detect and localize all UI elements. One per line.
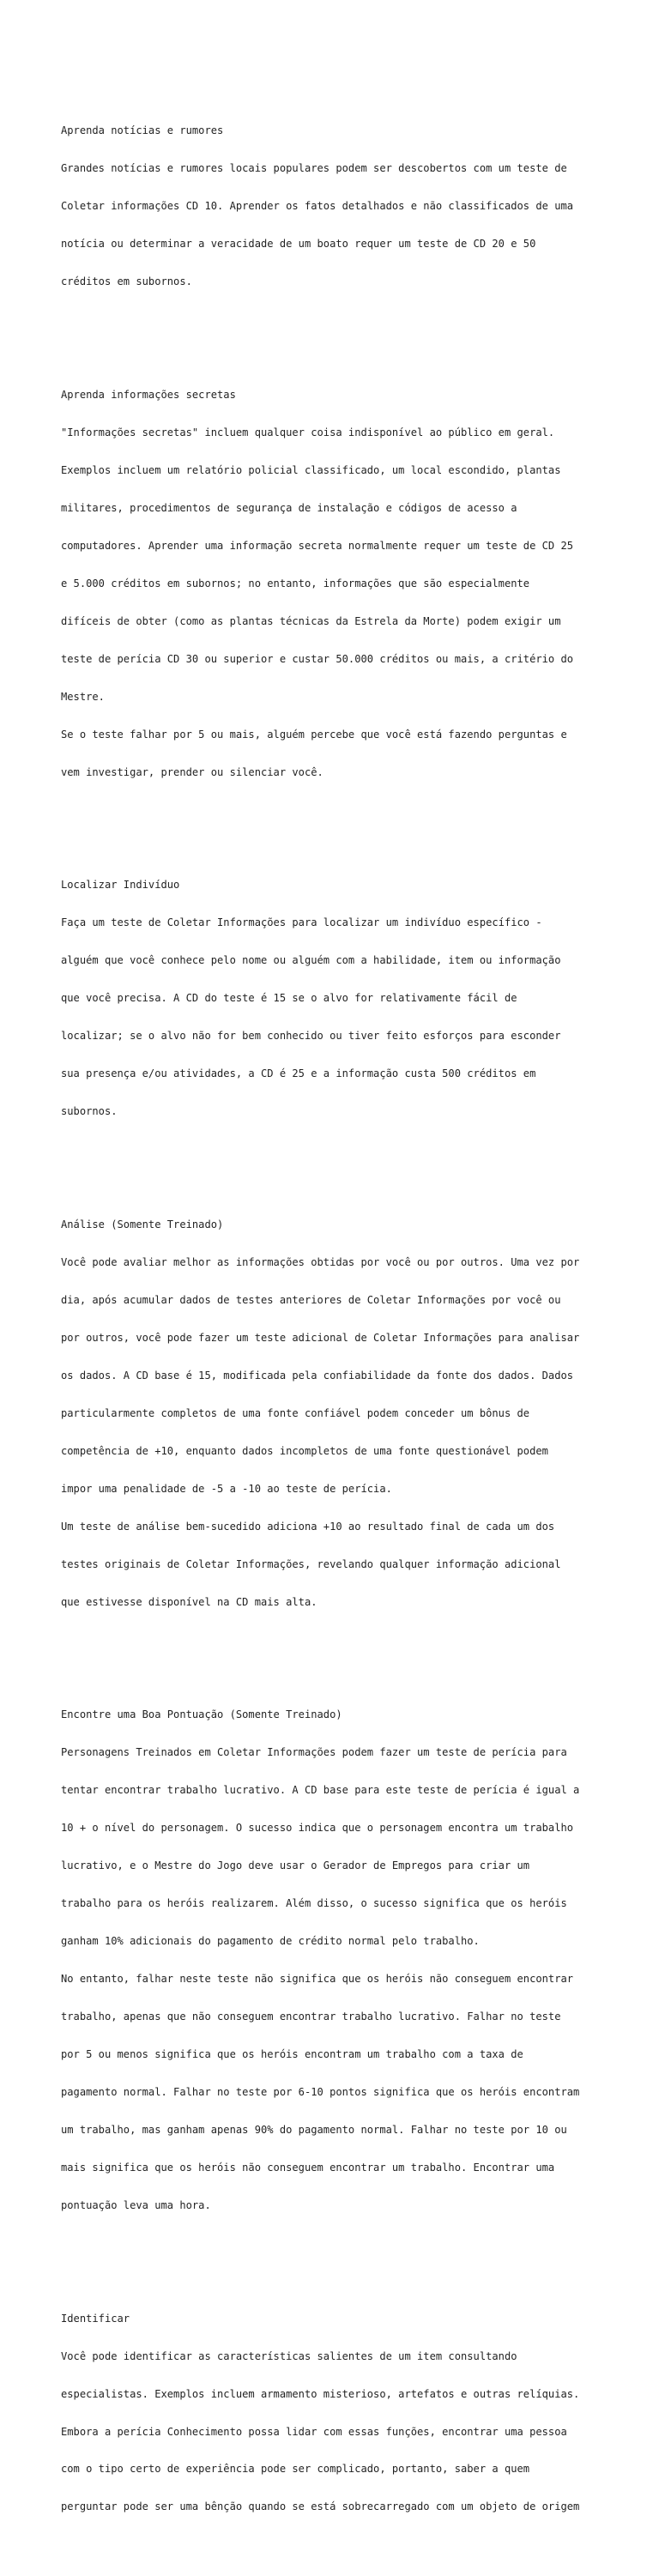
section-title: Aprenda informações secretas [61,388,236,401]
document-page [61,62,610,2576]
text-line: "Informações secretas" incluem qualquer coisa indisponível ao público em geral. [61,426,555,438]
text-line: com o tipo certo de experiência pode ser complicado, portanto, saber a quem [61,2463,530,2476]
text-line: por 5 ou menos significa que os heróis encontram um trabalho com a taxa de [61,2047,523,2060]
text-line: Se o teste falhar por 5 ou mais, alguém percebe que você está fazendo perguntas e [61,728,567,741]
text-line: 10 + o nível do personagem. O sucesso indica que o personagem encontra um trabalho [61,1822,574,1835]
text-line: Grandes notícias e rumores locais populares podem ser descobertos com um teste de [61,162,567,175]
section-title: Aprenda notícias e rumores [61,124,224,137]
text-line: lucrativo, e o Mestre do Jogo deve usar o Gerador de Empregos para criar um [61,1859,530,1872]
text-line: notícia ou determinar a veracidade de um boato requer um teste de CD 20 e 50 [61,238,536,251]
text-line: dia, após acumular dados de testes anteriores de Coletar Informações por você ou [61,1293,561,1306]
section-title: Análise (Somente Treinado) [61,1218,224,1231]
text-line: Você pode avaliar melhor as informações obtidas por você ou por outros. Uma vez por [61,1255,580,1268]
text-line: ganham 10% adicionais do pagamento de crédito normal pelo trabalho. [61,1935,480,1948]
text-line: Você pode identificar as características salientes de um item consultando [61,2349,517,2362]
text-line: Exemplos incluem um relatório policial classificado, um local escondido, plantas [61,463,561,476]
text-line: especialistas. Exemplos incluem armamento misterioso, artefatos e outras relíquias. [61,2387,580,2400]
text-line: trabalho, apenas que não conseguem encontrar trabalho lucrativo. Falhar no teste [61,2011,561,2023]
text-line: um trabalho, mas ganham apenas 90% do pagamento normal. Falhar no teste por 10 ou [61,2123,567,2136]
text-line: pontuação leva uma hora. [61,2198,211,2211]
text-line: trabalho para os heróis realizarem. Além disso, o sucesso significa que os heróis [61,1897,567,1910]
text-line: particularmente completos de uma fonte confiável podem conceder um bônus de [61,1406,530,1419]
text-line: tentar encontrar trabalho lucrativo. A CD base para este teste de perícia é igual a [61,1784,580,1797]
text-line: Personagens Treinados em Coletar Informações podem fazer um teste de perícia para [61,1746,567,1759]
text-line: impor uma penalidade de -5 a -10 ao teste de perícia. [61,1482,392,1495]
section-secret-info [61,364,610,804]
text-line: que você precisa. A CD do teste é 15 se o alvo for relativamente fácil de [61,992,517,1005]
text-line: mais significa que os heróis não conseguem encontrar um trabalho. Encontrar uma [61,2161,555,2174]
text-line: competência de +10, enquanto dados incompletos de uma fonte questionável podem [61,1444,548,1457]
text-line: vem investigar, prender ou silenciar você. [61,765,323,778]
text-line: No entanto, falhar neste teste não significa que os heróis não conseguem encontrar [61,1973,574,1986]
section-locate-individual [61,854,610,1143]
section-title: Encontre uma Boa Pontuação (Somente Treinado) [61,1708,342,1721]
text-line: sua presença e/ou atividades, a CD é 25 e a informação custa 500 créditos em [61,1067,536,1080]
text-line: Um teste de análise bem-sucedido adiciona +10 ao resultado final de cada um dos [61,1520,555,1533]
text-line: pagamento normal. Falhar no teste por 6-10 pontos significa que os heróis encontram [61,2085,580,2098]
text-line: computadores. Aprender uma informação secreta normalmente requer um teste de CD 25 [61,539,574,552]
text-line: militares, procedimentos de segurança de instalação e códigos de acesso a [61,501,517,514]
section-title: Localizar Indivíduo [61,879,180,892]
text-line: subornos. [61,1105,118,1118]
text-line: Mestre. [61,690,105,703]
text-line: Embora a perícia Conhecimento possa lidar com essas funções, encontrar uma pessoa [61,2425,567,2438]
text-line: e 5.000 créditos em subornos; no entanto, informações que são especialmente [61,577,530,590]
text-line: difíceis de obter (como as plantas técnicas da Estrela da Morte) podem exigir um [61,614,561,627]
text-line: Faça um teste de Coletar Informações para localizar um indivíduo específico - [61,916,542,929]
section-identify [61,2287,610,2538]
section-find-good-score [61,1684,610,2237]
text-line: os dados. A CD base é 15, modificada pela confiabilidade da fonte dos dados. Dados [61,1369,574,1382]
text-line: alguém que você conhece pelo nome ou alguém com a habilidade, item ou informação [61,954,561,967]
text-line: teste de perícia CD 30 ou superior e custar 50.000 créditos ou mais, a critério do [61,652,574,665]
section-learn-news [61,100,610,313]
text-line: localizar; se o alvo não for bem conhecido ou tiver feito esforços para esconder [61,1030,561,1043]
text-line: por outros, você pode fazer um teste adicional de Coletar Informações para analisar [61,1331,580,1344]
text-line: testes originais de Coletar Informações, revelando qualquer informação adicional [61,1557,561,1570]
text-line: que estivesse disponível na CD mais alta. [61,1595,317,1608]
text-line: perguntar pode ser uma bênção quando se está sobrecarregado com um objeto de origem [61,2500,580,2513]
text-line: créditos em subornos. [61,275,192,288]
text-line: Coletar informações CD 10. Aprender os fatos detalhados e não classificados de uma [61,200,574,213]
section-analysis [61,1194,610,1634]
section-title: Identificar [61,2312,130,2325]
